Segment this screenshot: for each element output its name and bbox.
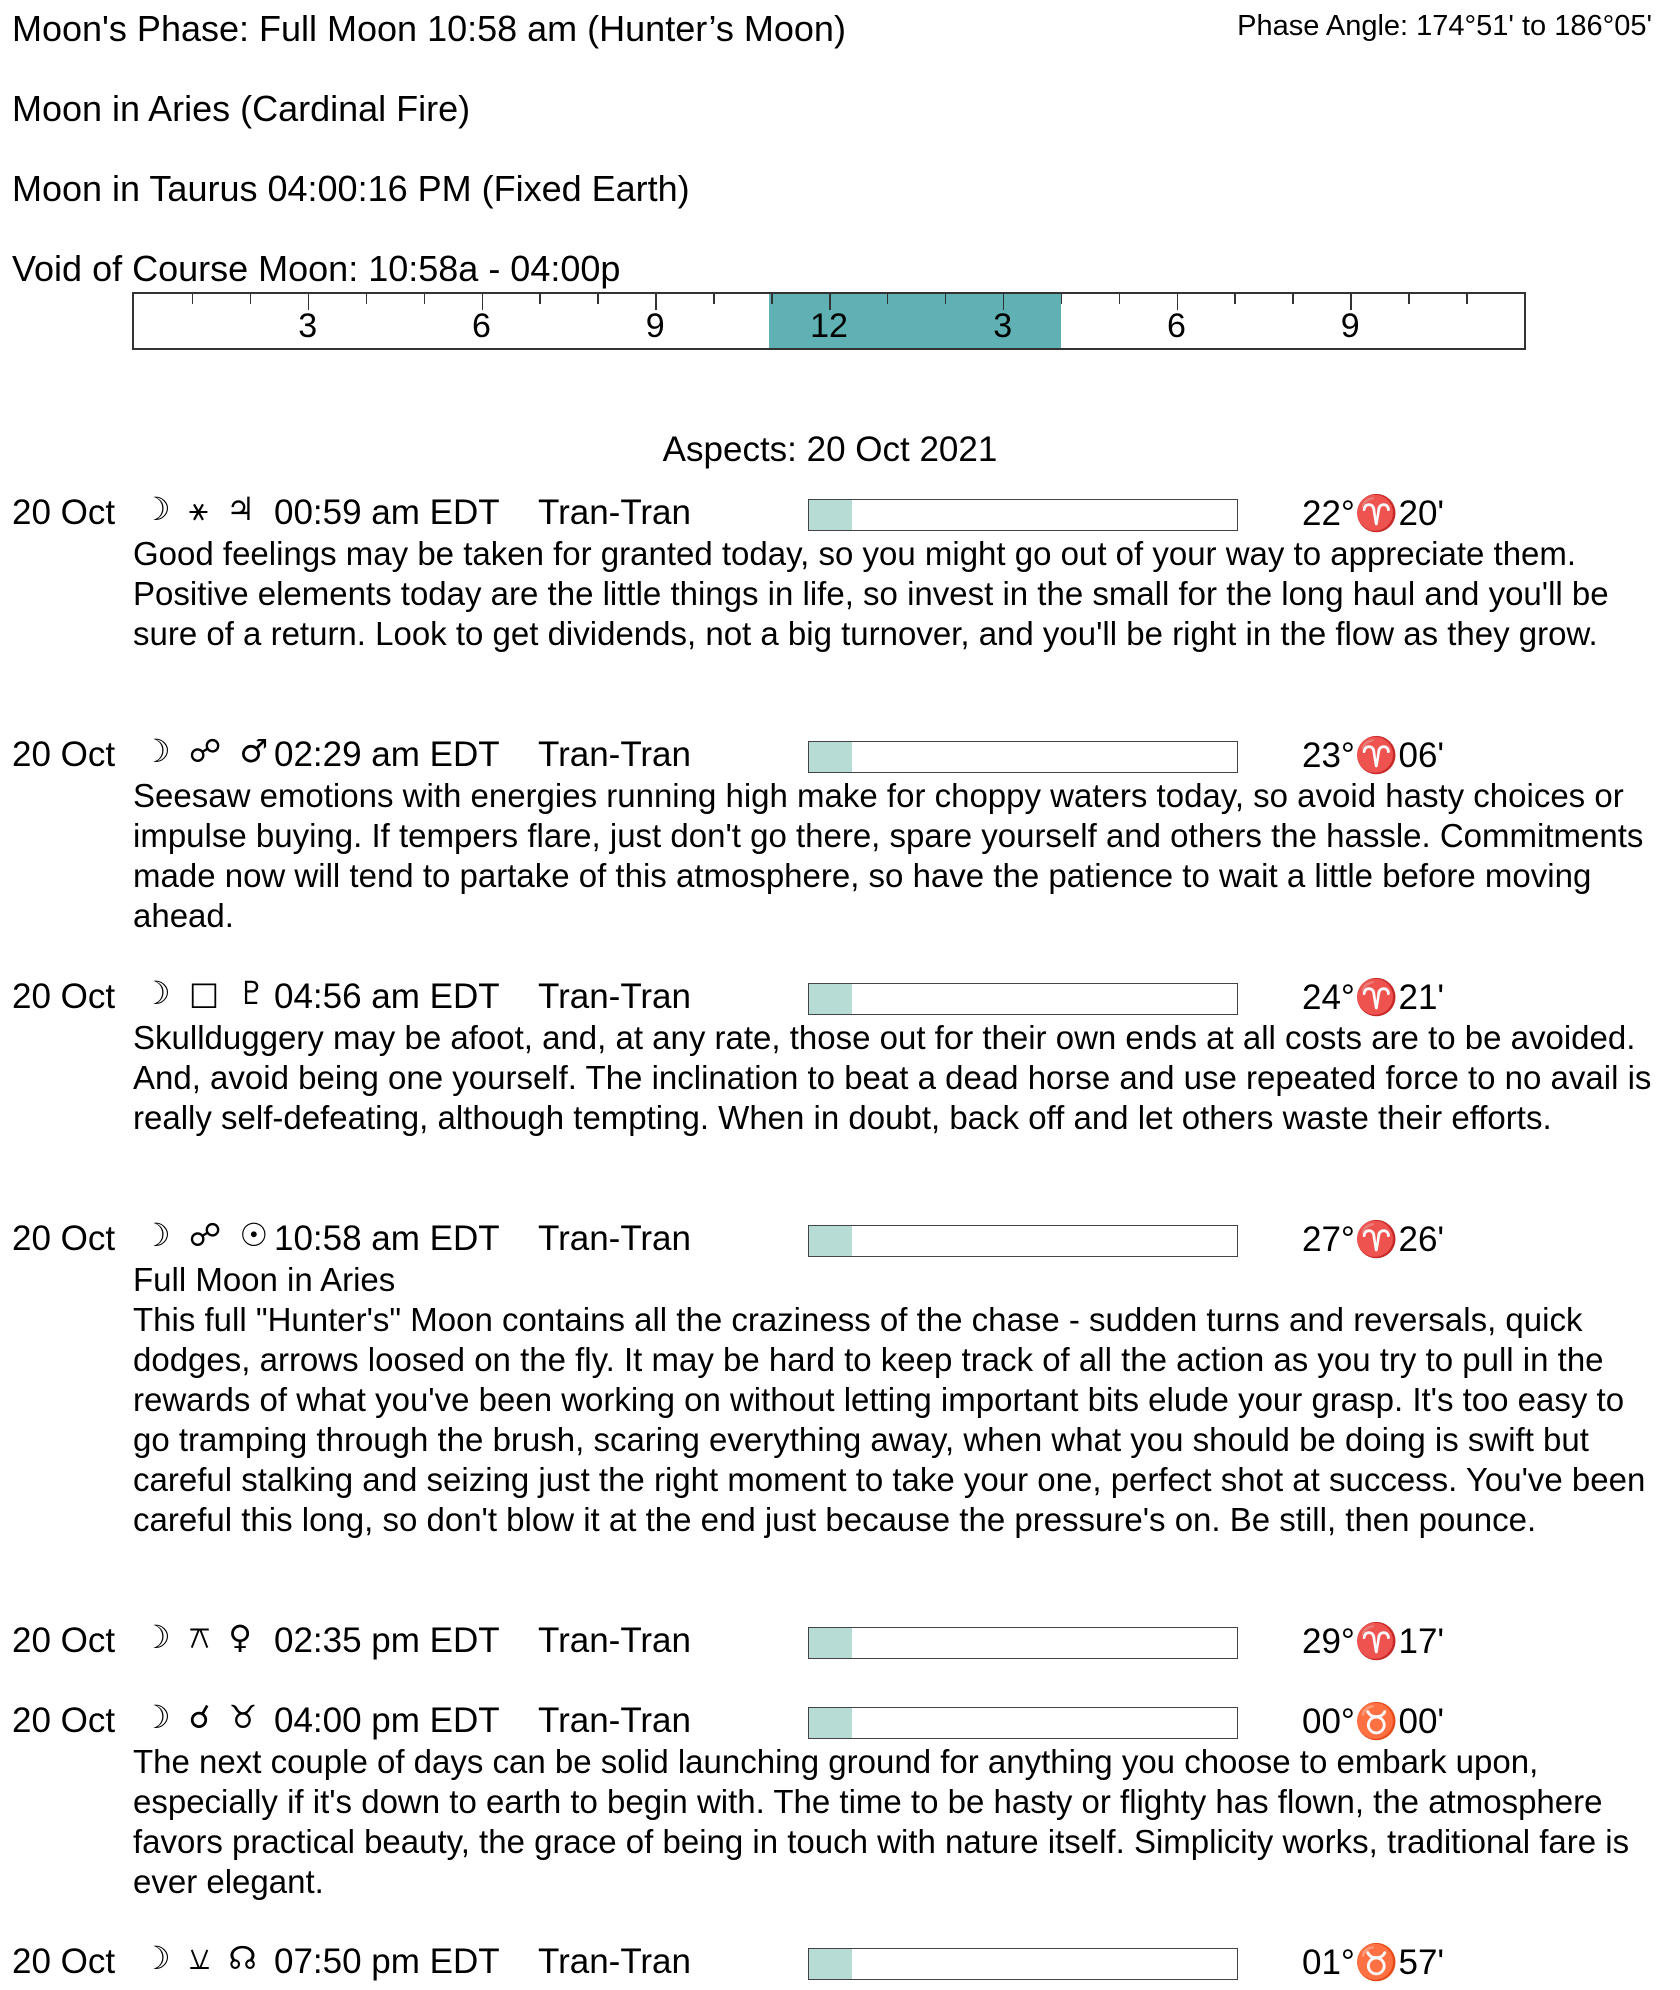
aspect-type: Tran-Tran <box>538 493 691 532</box>
moon-sign-aries: Moon in Aries (Cardinal Fire) <box>12 88 471 129</box>
aspect-date: 20 Oct <box>12 1701 116 1740</box>
aspect-description: Seesaw emotions with energies running high make for choppy waters today, so avoid hasty choices or impulse buying. If tempers flare, just don't go there, spare yourself and others the hassle. Commitments made now will tend to partake of this atmosphere, so have the patience to wait a little before moving ahead. <box>133 777 1644 934</box>
aspect-time: 02:35 pm EDT <box>274 1621 500 1660</box>
timeline-tick <box>192 294 194 304</box>
phase-angle: Phase Angle: 174°51' to 186°05' <box>1237 10 1652 42</box>
aspect-strength-bar <box>808 1627 1238 1659</box>
aspect-strength-bar <box>808 1225 1238 1257</box>
aspects-title: Aspects: 20 Oct 2021 <box>662 430 998 469</box>
timeline-tick <box>366 294 368 304</box>
aspect-strength-fill <box>809 500 852 530</box>
void-of-course: Void of Course Moon: 10:58a - 04:00p <box>12 248 621 289</box>
aspect-glyph-icon: ☽ ⚹ ♃ <box>142 490 259 528</box>
aspect-text <box>133 534 1653 654</box>
timeline-tick <box>1119 294 1121 304</box>
aspect-description: Good feelings may be taken for granted today, so you might go out of your way to appreciate them. Positive elements today are the little things in life, so invest in the small for the long haul and you'll be sure of a return. Look to get dividends, not a big turnover, and you'll be right in the flow as they grow. <box>133 535 1609 652</box>
moon-phase: Moon's Phase: Full Moon 10:58 am (Hunter’s Moon) <box>12 8 846 49</box>
aspect-strength-bar <box>808 1948 1238 1980</box>
timeline-tick <box>250 294 252 304</box>
aspect-type: Tran-Tran <box>538 1621 691 1660</box>
aspect-time: 00:59 am EDT <box>274 493 500 532</box>
timeline-hour-label: 3 <box>993 307 1013 345</box>
aspect-type: Tran-Tran <box>538 1219 691 1258</box>
aspect-time: 10:58 am EDT <box>274 1219 500 1258</box>
aspect-glyph-icon: ☽ □ ♇ <box>142 974 270 1012</box>
aspect-type: Tran-Tran <box>538 1942 691 1981</box>
aspect-strength-bar <box>808 983 1238 1015</box>
timeline-tick <box>1466 294 1468 304</box>
aspect-strength-fill <box>809 1628 852 1658</box>
aspect-degree: 27°♈26' <box>1302 1220 1445 1259</box>
aspect-text <box>133 1260 1653 1540</box>
aspect-strength-fill <box>809 1226 852 1256</box>
timeline-tick <box>1061 294 1063 304</box>
timeline-tick <box>713 294 715 304</box>
aspect-description: The next couple of days can be solid launching ground for anything you choose to embark upon, especially if it's down to earth to begin with. The time to be hasty or flighty has flown, the atmosphere favors practical beauty, the grace of being in touch with nature itself. Simplicity works, traditional fare is ever elegant. <box>133 1743 1630 1900</box>
aspect-date: 20 Oct <box>12 1942 116 1981</box>
aspect-type: Tran-Tran <box>538 977 691 1016</box>
aspect-time: 04:00 pm EDT <box>274 1701 500 1740</box>
timeline-hour-label: 6 <box>472 307 491 345</box>
aspect-heading: Full Moon in Aries <box>133 1261 396 1298</box>
aspect-degree: 24°♈21' <box>1302 978 1445 1017</box>
timeline-tick <box>539 294 541 304</box>
timeline-tick <box>945 294 947 304</box>
timeline-tick <box>424 294 426 304</box>
aspect-strength-fill <box>809 742 852 772</box>
aspect-glyph-icon: ☽ ☌ ♉ <box>142 1698 262 1736</box>
aspect-strength-fill <box>809 1708 852 1738</box>
aspect-strength-bar <box>808 499 1238 531</box>
timeline-hour-label: 6 <box>1167 307 1186 345</box>
void-timeline <box>132 292 1526 350</box>
aspect-type: Tran-Tran <box>538 735 691 774</box>
aspect-degree: 29°♈17' <box>1302 1622 1445 1661</box>
aspect-strength-bar <box>808 741 1238 773</box>
timeline-tick <box>1234 294 1236 304</box>
timeline-hour-label: 12 <box>810 307 848 345</box>
aspect-glyph-icon: ☽ ⚻ ♀ <box>142 1618 256 1656</box>
aspect-text <box>133 1018 1653 1138</box>
timeline-tick <box>771 294 773 304</box>
aspect-description: Skullduggery may be afoot, and, at any rate, those out for their own ends at all costs are to be avoided. And, avoid being one yourself. The inclination to beat a dead horse and use repeated force to no avail is really self-defeating, although tempting. When in doubt, back off and let others waste their efforts. <box>133 1019 1652 1136</box>
aspect-date: 20 Oct <box>12 977 116 1016</box>
timeline-hour-label: 9 <box>645 307 665 345</box>
aspect-description: This full "Hunter's" Moon contains all the craziness of the chase - sudden turns and reversals, quick dodges, arrows loosed on the fly. It may be hard to keep track of all the action as you try to pull in the rewards of what you've been working on without letting important bits elude your grasp. It's too easy to go tramping through the brush, scaring everything away, when what you should be doing is swift but careful stalking and seizing just the right moment to take your one, perfect shot at success. You've been careful this long, so don't blow it at the end just because the pressure's on. Be still, then pounce. <box>133 1301 1646 1538</box>
aspect-time: 07:50 pm EDT <box>274 1942 500 1981</box>
aspect-degree: 01°♉57' <box>1302 1943 1445 1982</box>
aspect-glyph-icon: ☽ ☍ ☉ <box>142 1216 273 1254</box>
aspect-type: Tran-Tran <box>538 1701 691 1740</box>
aspect-time: 02:29 am EDT <box>274 735 500 774</box>
aspect-date: 20 Oct <box>12 1219 116 1258</box>
timeline-hour-label: 9 <box>1340 307 1360 345</box>
aspect-text <box>133 776 1653 936</box>
aspect-strength-fill <box>809 984 852 1014</box>
aspect-text <box>133 1742 1653 1902</box>
aspect-strength-bar <box>808 1707 1238 1739</box>
aspect-degree: 00°♉00' <box>1302 1702 1445 1741</box>
aspect-date: 20 Oct <box>12 493 116 532</box>
aspect-strength-fill <box>809 1949 852 1979</box>
aspect-glyph-icon: ☽ ☍ ♂ <box>142 732 273 770</box>
aspect-time: 04:56 am EDT <box>274 977 500 1016</box>
aspect-date: 20 Oct <box>12 1621 116 1660</box>
aspect-date: 20 Oct <box>12 735 116 774</box>
timeline-tick <box>887 294 889 304</box>
timeline-tick <box>1408 294 1410 304</box>
aspect-glyph-icon: ☽ ⚺ ☊ <box>142 1939 261 1977</box>
timeline-hour-label: 3 <box>298 307 318 345</box>
timeline-tick <box>1292 294 1294 304</box>
moon-sign-taurus: Moon in Taurus 04:00:16 PM (Fixed Earth) <box>12 168 690 209</box>
aspect-degree: 22°♈20' <box>1302 494 1445 533</box>
timeline-tick <box>597 294 599 304</box>
aspect-degree: 23°♈06' <box>1302 736 1445 775</box>
